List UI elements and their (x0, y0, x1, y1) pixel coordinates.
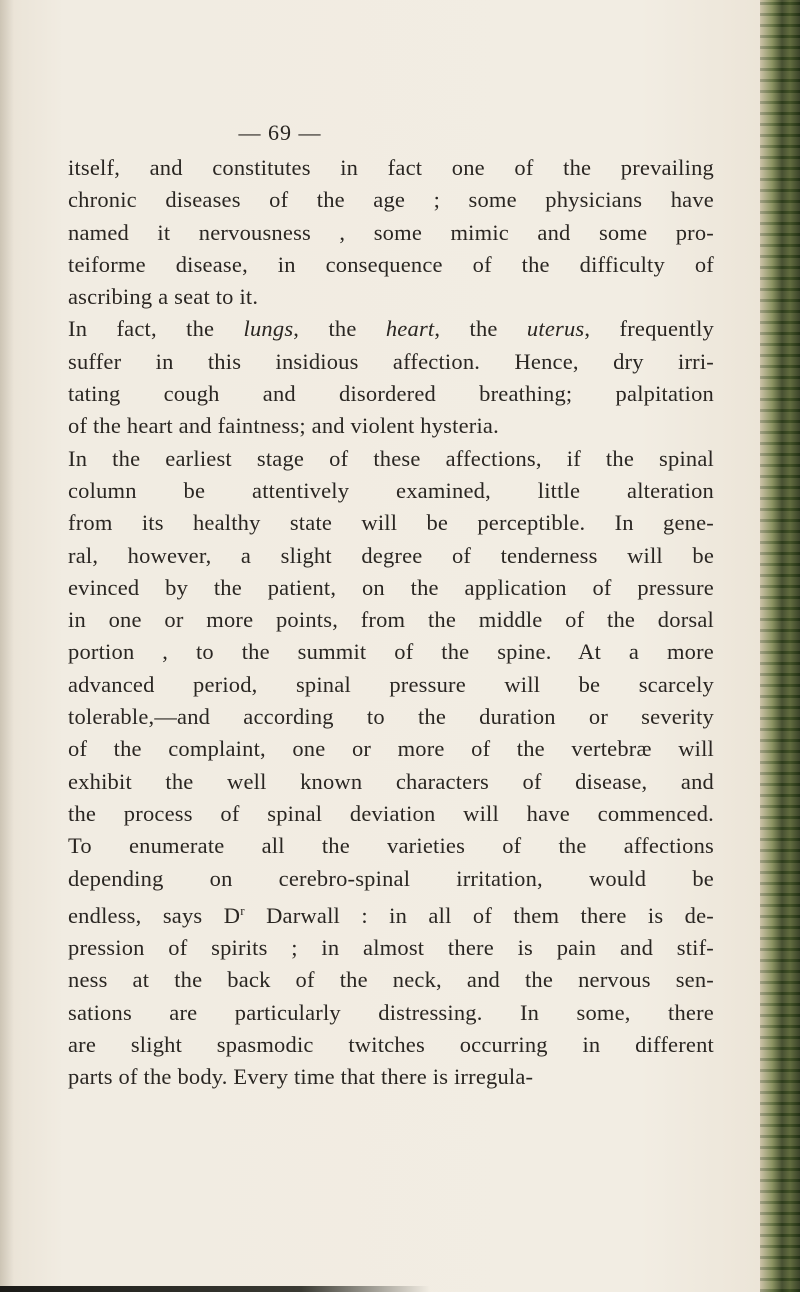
text-run: In the earliest stage of these affections, if the spinal (68, 445, 714, 471)
text-run: ness at the back of the neck, and the nervous sen- (68, 967, 714, 993)
text-run: itself, and constitutes in fact one of the prevailing (68, 155, 714, 180)
text-run: are slight spasmodic twitches occurring in different (68, 1032, 714, 1058)
italic-term: lungs (243, 316, 294, 342)
text-run: chronic diseases of the age ; some physicians have (68, 187, 714, 213)
page-bottom-edge (0, 1286, 430, 1292)
text-line (68, 1061, 714, 1093)
text-run: tolerable,—and according to the duration or severity (68, 704, 714, 730)
text-line (68, 540, 714, 572)
text-run: In fact, the (68, 316, 244, 342)
page-number: — 69 — (238, 120, 322, 145)
text-run: from its healthy state will be perceptible. In gene- (68, 510, 714, 536)
text-line (68, 313, 714, 345)
italic-term: heart (385, 316, 435, 342)
text-run: ral, however, a slight degree of tenderness will be (68, 542, 714, 568)
page-gutter-shadow (0, 0, 14, 1292)
text-run: the process of spinal deviation will have commenced. (68, 800, 714, 826)
text-run: pression of spirits ; in almost there is pain and stif- (68, 935, 714, 961)
text-line (68, 701, 714, 733)
text-line (68, 830, 714, 862)
text-line (68, 475, 714, 507)
text-line (68, 604, 714, 636)
text-line (68, 932, 714, 964)
text-run: of the complaint, one or more of the vertebræ will (68, 736, 714, 762)
text-run: tating cough and disordered breathing; palpitation (68, 381, 714, 407)
text-line (68, 281, 714, 313)
text-line (68, 964, 714, 996)
text-run: endless, says D (68, 902, 241, 928)
text-line (68, 863, 714, 895)
body-text (68, 152, 714, 1094)
text-run: evinced by the patient, on the application of pressure (68, 574, 714, 600)
text-run: parts of the body. Every time that there is irregula- (68, 1064, 534, 1090)
text-run: , the (434, 316, 527, 342)
text-run: , the (293, 316, 386, 342)
text-run: column be attentively examined, little alteration (68, 477, 714, 503)
text-line (68, 997, 714, 1029)
book-binding-edge (760, 0, 800, 1292)
text-line (68, 895, 714, 932)
italic-term: uterus (526, 316, 585, 342)
text-line (68, 346, 714, 378)
text-line (68, 669, 714, 701)
text-run: advanced period, spinal pressure will be scarcely (68, 671, 714, 697)
text-line (68, 378, 714, 410)
text-line (68, 410, 714, 442)
text-run: of the heart and faintness; and violent hysteria. (68, 413, 499, 439)
text-run: depending on cerebro-spinal irritation, would be (68, 865, 714, 891)
text-line (68, 443, 714, 475)
text-line (68, 572, 714, 604)
text-run: suffer in this insidious affection. Hence, dry irri- (68, 348, 714, 374)
text-line (68, 217, 714, 249)
text-run: sations are particularly distressing. In some, there (68, 999, 714, 1025)
text-run: named it nervousness , some mimic and some pro- (68, 219, 714, 245)
text-line (68, 249, 714, 281)
text-run: teiforme disease, in consequence of the difficulty of (68, 251, 714, 277)
text-run: , frequently (584, 316, 714, 342)
superscript: r (240, 902, 245, 918)
text-run: portion , to the summit of the spine. At a more (68, 639, 714, 665)
text-line (68, 184, 714, 216)
text-line (68, 152, 714, 184)
text-run: exhibit the well known characters of disease, and (68, 768, 714, 794)
text-run: Darwall : in all of them there is de- (244, 902, 714, 928)
text-line (68, 798, 714, 830)
text-line (68, 507, 714, 539)
text-run: in one or more points, from the middle of the dorsal (68, 607, 714, 633)
text-line (68, 733, 714, 765)
text-line (68, 1029, 714, 1061)
text-line (68, 636, 714, 668)
text-line (68, 766, 714, 798)
text-run: ascribing a seat to it. (68, 284, 259, 310)
text-run: To enumerate all the varieties of the affections (68, 833, 714, 859)
